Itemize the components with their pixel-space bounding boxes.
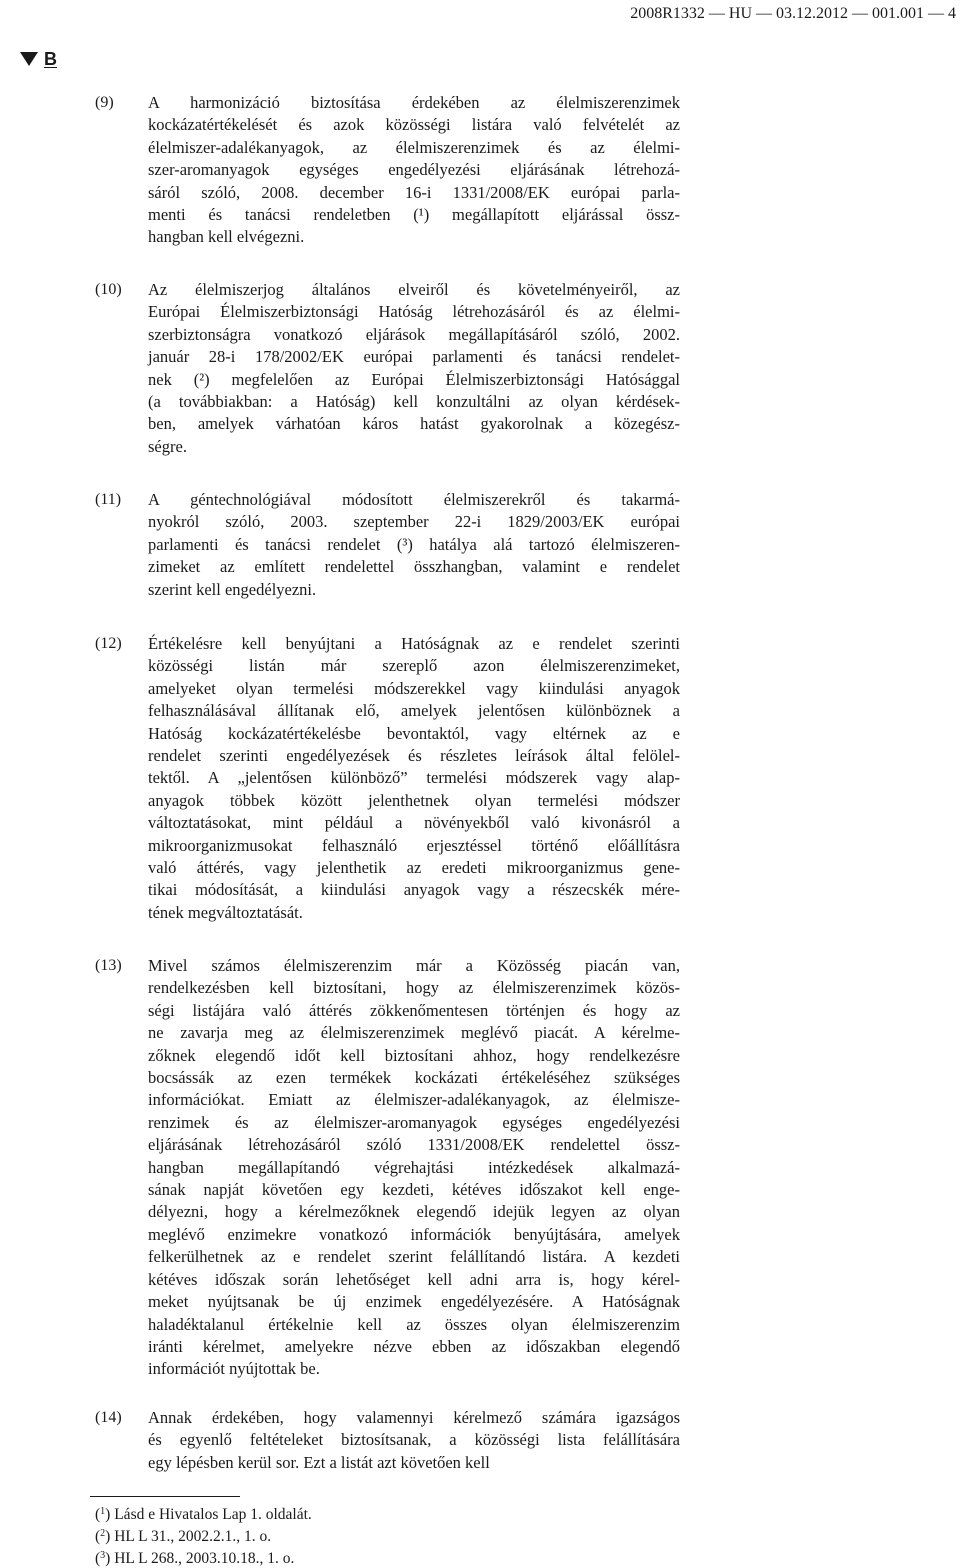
recital-number: (14): [95, 1409, 122, 1426]
recital-number: (13): [95, 957, 122, 974]
footnote-divider: [90, 1496, 240, 1497]
recital-line: A harmonizáció biztosítása érdekében az élelmiszerenzimek: [148, 93, 680, 112]
recital-line: nek (²) megfelelően az Európai Élelmiszerbiztonsági Hatósággal: [148, 369, 680, 389]
recital-line: tének megváltoztatását.: [148, 902, 303, 922]
recital-line: rendelkezésben kell biztosítani, hogy az élelmiszerenzimek közös-: [148, 978, 680, 998]
recital-line: szerint kell engedélyezni.: [148, 579, 317, 599]
footnote-mark: 3: [100, 1550, 106, 1561]
recital-line: haladéktalanul értékelnie kell az összes olyan élelmiszerenzim: [148, 1314, 680, 1334]
recital-text: [148, 1407, 680, 1474]
section-marker: [20, 48, 57, 70]
section-marker-letter: B: [44, 49, 57, 69]
recital-line: tektől. A „jelentősen különböző” termelési módszerek vagy alap-: [148, 768, 680, 788]
recital-line: információkat. Emiatt az élelmiszer-adalékanyagok, az élelmisze-: [148, 1090, 680, 1110]
recital-line: felkerülhetnek az e rendelet szerint felállítandó listára. A kezdeti: [148, 1247, 680, 1267]
recital-line: A géntechnológiával módosított élelmiszerekről és takarmá-: [148, 490, 680, 509]
recital-line: Európai Élelmiszerbiztonsági Hatóság létrehozásáról és az élelmi-: [148, 302, 680, 322]
recital-line: iránti kérelmet, amelyekre nézve ebben az időszakban elegendő: [148, 1336, 680, 1356]
recital-line: közösségi listán már szereplő azon élelmiszerenzimeket,: [148, 656, 680, 676]
recital-line: eljárásának létrehozásáról szóló 1331/2008/EK rendelettel össz-: [148, 1135, 680, 1155]
recital-line: kockázatértékelését és azok közösségi listára való felvételét az: [148, 115, 680, 135]
recital-line: és egyenlő feltételeket biztosítsanak, a közösségi lista felállítására: [148, 1430, 680, 1450]
recital-line: élelmiszer-adalékanyagok, az élelmiszerenzimek és az élelmi-: [148, 137, 680, 157]
recital-line: ségi listájára való áttérés zökkenőmentesen történjen és hogy az: [148, 1000, 680, 1020]
recital-line: ben, amelyek várhatóan káros hatást gyakorolnak a közegész-: [148, 414, 680, 434]
recital-number: (12): [95, 635, 122, 652]
recital-line: Mivel számos élelmiszerenzim már a Közösség piacán van,: [148, 956, 680, 975]
recital-line: (a továbbiakban: a Hatóság) kell konzultálni az olyan kérdések-: [148, 392, 680, 412]
recital-line: való áttérés, vagy jelenthetik az eredeti mikroorganizmus gene-: [148, 858, 680, 878]
footnote: ($^3$) HL L 268., 2003.10.18., 1. o.: [95, 1550, 295, 1567]
recital-line: délyezni, hogy a kérelmezőknek elegendő idejük legyen az olyan: [148, 1202, 680, 1222]
footnote-text: HL L 268., 2003.10.18., 1. o.: [114, 1550, 295, 1567]
recital-line: hangban kell elvégezni.: [148, 227, 305, 247]
triangle-down-icon: [20, 52, 38, 66]
recital-line: zimeket az említett rendelettel összhangban, valamint e rendelet: [148, 557, 680, 577]
recital-text: [148, 633, 680, 924]
recital-text: [148, 489, 680, 601]
recital-line: mikroorganizmusokat felhasználó erjesztéssel történő előállításra: [148, 835, 680, 855]
recital-line: felhasználásával állítanak elő, amelyek jelentősen különböznek a: [148, 701, 680, 721]
recital-line: renzimek és az élelmiszer-aromanyagok egységes engedélyezési: [148, 1112, 680, 1132]
recital-line: Annak érdekében, hogy valamennyi kérelmező számára igazságos: [148, 1408, 680, 1427]
recital-line: kétéves időszak során lehetőséget kell adni arra is, hogy kérel-: [148, 1269, 680, 1289]
recital-line: Értékelésre kell benyújtani a Hatóságnak az e rendelet szerinti: [148, 634, 680, 653]
recital-line: menti és tanácsi rendeletben (¹) megállapított eljárással össz-: [148, 205, 680, 225]
recital-line: ségre.: [148, 436, 187, 456]
recital-line: rendelet szerinti engedélyezések és részletes leírások által felölel-: [148, 746, 680, 766]
recital-number: (9): [95, 94, 114, 111]
recital-line: változtatásokat, mint például a növényekből való kivonásról a: [148, 813, 680, 833]
recital-number: (11): [95, 491, 122, 508]
recital-line: szerbiztonságra vonatkozó eljárások megállapításáról szóló, 2002.: [148, 324, 680, 344]
recital-text: [148, 92, 680, 249]
recital-line: parlamenti és tanácsi rendelet (³) hatálya alá tartozó élelmiszeren-: [148, 534, 680, 554]
recital-line: hangban megállapítandó végrehajtási intézkedések alkalmazá-: [148, 1157, 680, 1177]
page-header: 2008R1332 — HU — 03.12.2012 — 001.001 — 4: [630, 5, 956, 22]
recital-line: információt nyújtottak be.: [148, 1359, 320, 1379]
recital-text: [148, 279, 680, 458]
recital-line: amelyeket olyan termelési módszerekkel vagy kiindulási anyagok: [148, 678, 680, 698]
footnote-mark: 2: [100, 1528, 106, 1539]
recital-line: szer-aromanyagok egységes engedélyezési eljárásának létrehozá-: [148, 160, 680, 180]
footnote: ($^1$) Lásd e Hivatalos Lap 1. oldalát.: [95, 1506, 312, 1523]
recital-text: [148, 955, 680, 1381]
recital-line: sáról szóló, 2008. december 16-i 1331/2008/EK európai parla-: [148, 182, 680, 202]
recital-line: egy lépésben kerül sor. Ezt a listát azt követően kell: [148, 1452, 490, 1472]
footnote: ($^2$) HL L 31., 2002.2.1., 1. o.: [95, 1528, 272, 1545]
recital-line: nyokról szóló, 2003. szeptember 22-i 1829/2003/EK európai: [148, 512, 680, 532]
recital-line: január 28-i 178/2002/EK európai parlamenti és tanácsi rendelet-: [148, 347, 680, 367]
recital-line: zőknek elegendő időt kell biztosítani ahhoz, hogy rendelkezésre: [148, 1045, 680, 1065]
recital-line: bocsássák az ezen termékek kockázati értékeléséhez szükséges: [148, 1068, 680, 1088]
footnote-text: Lásd e Hivatalos Lap 1. oldalát.: [114, 1506, 312, 1523]
recital-number: (10): [95, 281, 122, 298]
recital-line: ne zavarja meg az élelmiszerenzimek meglévő piacát. A kérelme-: [148, 1023, 680, 1043]
recital-line: sának napját követően egy kezdeti, kétéves időszakot kell enge-: [148, 1180, 680, 1200]
footnote-text: HL L 31., 2002.2.1., 1. o.: [114, 1528, 272, 1545]
recital-line: Hatóság kockázatértékelésbe bevontaktól, vagy eltérnek az e: [148, 723, 680, 743]
recital-line: meket nyújtsanak be új enzimek engedélyezésére. A Hatóságnak: [148, 1292, 680, 1312]
footnote-mark: 1: [100, 1506, 106, 1517]
recital-line: tikai módosítását, a kiindulási anyagok vagy a részecskék mére-: [148, 880, 680, 900]
recital-line: Az élelmiszerjog általános elveiről és követelményeiről, az: [148, 280, 680, 299]
recital-line: anyagok többek között jelenthetnek olyan termelési módszer: [148, 790, 680, 810]
recital-line: meglévő enzimekre vonatkozó információk benyújtására, amelyek: [148, 1224, 680, 1244]
footnotes: [95, 1502, 312, 1568]
